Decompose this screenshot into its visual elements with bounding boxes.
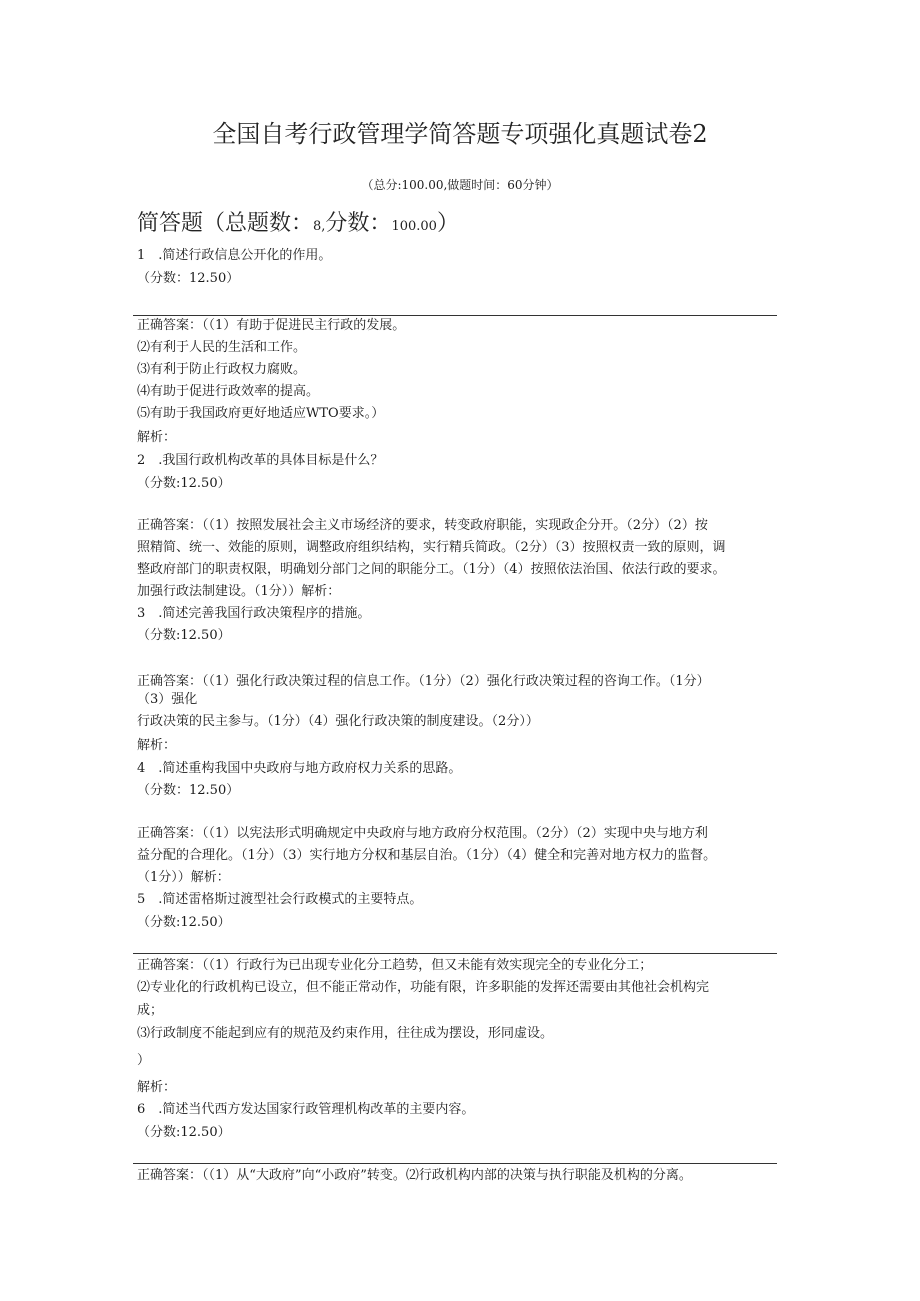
answer-4-line-1: 正确答案：（（1）以宪法形式明确规定中央政府与地方政府分权范围。（2分）（2）实现中央与地方利: [137, 826, 708, 841]
answer-5-line-4: ⑶行政制度不能起到应有的规范及约束作用，往往成为摆设，形同虚设。: [137, 1026, 554, 1041]
answer-2-line-2: 照精简、统一、效能的原则，调整政府组织结构，实行精兵简政。（2分）（3）按照权责一致的原则，调: [137, 540, 726, 555]
divider: [133, 1163, 777, 1164]
document-title: 全国自考行政管理学简答题专项强化真题试卷2: [212, 120, 708, 148]
question-1-text: 1 .简述行政信息公开化的作用。: [137, 248, 332, 263]
analysis-1: 解析：: [137, 430, 177, 445]
question-6-text: 6 .简述当代西方发达国家行政管理机构改革的主要内容。: [137, 1102, 475, 1117]
question-2-score: （分数:12.50）: [137, 476, 231, 491]
question-3-text: 3 .简述完善我国行政决策程序的措施。: [137, 606, 371, 621]
question-5-text: 5 .简述雷格斯过渡型社会行政模式的主要特点。: [137, 892, 423, 907]
section-close: ）: [436, 211, 459, 236]
section-count: 8,: [313, 219, 326, 234]
question-5-score: （分数:12.50）: [137, 915, 231, 930]
answer-1-line-1: 正确答案：（（1）有助于促进民主行政的发展。: [137, 318, 406, 333]
answer-3-line-2: （3）强化: [137, 692, 198, 707]
divider: [133, 315, 777, 316]
exam-meta: （总分:100.00,做题时间：60分钟）: [361, 178, 559, 192]
analysis-5: 解析：: [137, 1080, 177, 1095]
answer-5-line-3: 成；: [137, 1003, 164, 1018]
answer-1-line-3: ⑶有利于防止行政权力腐败。: [137, 362, 307, 377]
divider: [133, 953, 777, 954]
question-3-score: （分数:12.50）: [137, 628, 231, 643]
answer-5-line-1: 正确答案：（（1）行政行为已出现专业化分工趋势，但又未能有效实现完全的专业化分工；: [137, 958, 653, 973]
answer-4-line-3: （1分））解析：: [137, 870, 230, 885]
answer-6-line-1: 正确答案：（（1）从“大政府”向“小政府”转变。⑵行政机构内部的决策与执行职能及机构的分离。: [137, 1168, 692, 1183]
answer-1-line-4: ⑷有助于促进行政效率的提高。: [137, 384, 320, 399]
answer-1-line-5: ⑸有助于我国政府更好地适应WTO要求。）: [137, 406, 385, 421]
answer-2-line-4: 加强行政法制建设。（1分））解析：: [137, 584, 341, 599]
answer-2-line-1: 正确答案：（（1）按照发展社会主义市场经济的要求，转变政府职能，实现政企分开。（2分）（2）按: [137, 518, 708, 533]
question-4-text: 4 .简述重构我国中央政府与地方政府权力关系的思路。: [137, 761, 462, 776]
answer-5-line-2: ⑵专业化的行政机构已设立，但不能正常动作，功能有限，许多职能的发挥还需要由其他社会机构完: [137, 980, 710, 995]
question-4-score: （分数：12.50）: [137, 783, 240, 798]
question-1-score: （分数：12.50）: [137, 271, 240, 286]
answer-1-line-2: ⑵有利于人民的生活和工作。: [137, 340, 307, 355]
answer-5-line-5: ）: [137, 1053, 151, 1068]
analysis-3: 解析：: [137, 738, 177, 753]
question-6-score: （分数:12.50）: [137, 1125, 231, 1140]
section-heading: [137, 206, 459, 237]
section-score: 100.00: [391, 219, 437, 234]
answer-3-line-1: 正确答案：（（1）强化行政决策过程的信息工作。（1分）（2）强化行政决策过程的咨询工作。（1分）: [137, 674, 710, 689]
section-main: 简答题（总题数：: [137, 211, 314, 236]
answer-3-line-3: 行政决策的民主参与。（1分）（4）强化行政决策的制度建设。（2分））: [137, 714, 539, 729]
answer-2-line-3: 整政府部门的职责权限，明确划分部门之间的职能分工。（1分）（4）按照依法治国、依法行政的要求。: [137, 562, 726, 577]
section-score-label: 分数：: [325, 211, 392, 236]
question-2-text: 2 .我国行政机构改革的具体目标是什么？: [137, 453, 384, 468]
answer-4-line-2: 益分配的合理化。（1分）（3）实行地方分权和基层自治。（1分）（4）健全和完善对地方权力的监督。: [137, 848, 717, 863]
